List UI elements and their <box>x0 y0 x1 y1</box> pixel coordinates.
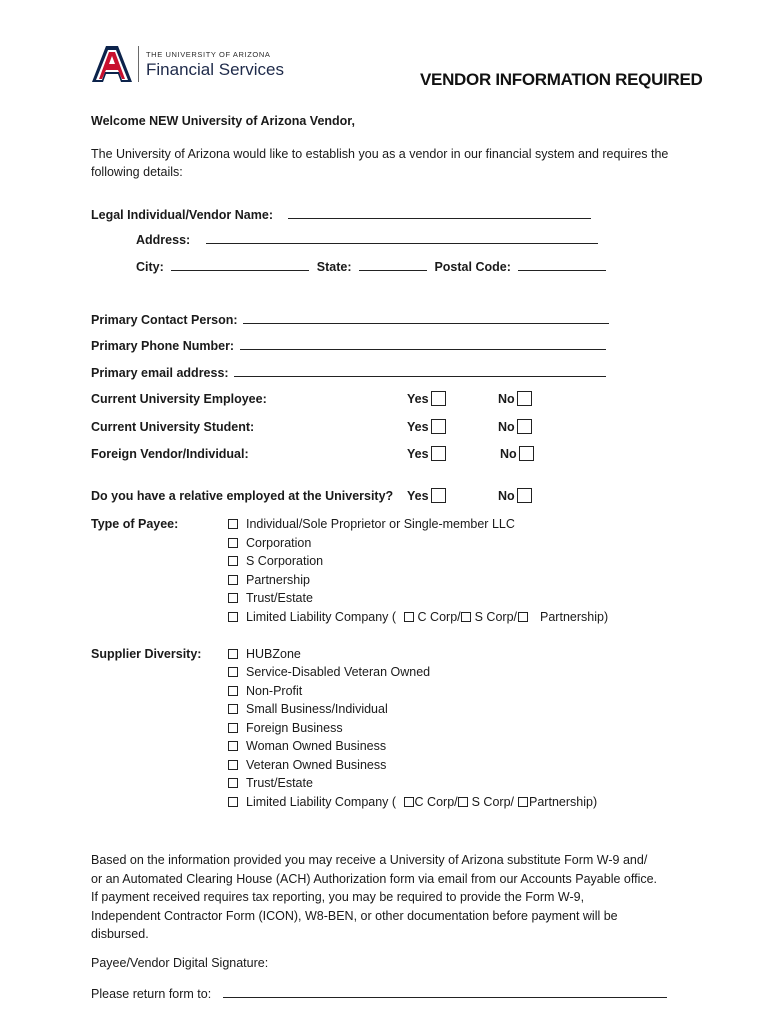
option-label: Small Business/Individual <box>246 702 388 716</box>
checkbox[interactable] <box>228 612 238 622</box>
return-field[interactable] <box>223 986 667 998</box>
closing-line-1: Based on the information provided you may receive a University of Arizona substitute Form W-9 and/ <box>91 853 648 867</box>
intro-line-1: The University of Arizona would like to establish you as a vendor in our financial system and requires the <box>91 147 669 161</box>
student-yes-checkbox[interactable] <box>431 419 446 434</box>
employee-no[interactable] <box>498 391 532 406</box>
primary-contact-field[interactable] <box>243 312 609 324</box>
primary-contact-row <box>91 312 609 327</box>
primary-contact-label: Primary Contact Person: <box>91 313 238 327</box>
checkbox[interactable] <box>228 741 238 751</box>
state-label: State: <box>316 260 352 274</box>
option-label: Woman Owned Business <box>246 739 387 753</box>
yes-label: Yes <box>407 420 429 434</box>
logo-divider <box>138 46 139 82</box>
no-label: No <box>498 392 515 406</box>
option-label: Trust/Estate <box>246 591 313 605</box>
primary-email-label: Primary email address: <box>91 366 229 380</box>
primary-phone-row <box>91 338 606 353</box>
payee-option[interactable] <box>228 517 515 531</box>
llc-c-label: C Corp/ <box>414 795 458 809</box>
student-no-checkbox[interactable] <box>517 419 532 434</box>
llc-s-corp-checkbox[interactable] <box>458 797 468 807</box>
employee-yes[interactable] <box>407 391 446 406</box>
city-field[interactable] <box>171 259 309 271</box>
option-label: Individual/Sole Proprietor or Single-member LLC <box>246 517 515 531</box>
payee-option[interactable] <box>228 573 310 587</box>
student-question: Current University Student: <box>91 420 255 434</box>
relative-no-checkbox[interactable] <box>517 488 532 503</box>
diversity-option-llc[interactable] <box>228 795 597 809</box>
checkbox[interactable] <box>228 797 238 807</box>
checkbox[interactable] <box>228 538 238 548</box>
employee-no-checkbox[interactable] <box>517 391 532 406</box>
checkbox[interactable] <box>228 556 238 566</box>
closing-line-2: or an Automated Clearing House (ACH) Authorization form via email from our Accounts Payable office. <box>91 871 658 886</box>
closing-line-4: Independent Contractor Form (ICON), W8-BEN, or other documentation before payment will be <box>91 908 618 923</box>
address-row <box>136 232 598 247</box>
intro-line-2: following details: <box>91 165 183 179</box>
relative-yes-checkbox[interactable] <box>431 488 446 503</box>
relative-question: Do you have a relative employed at the University? <box>91 489 394 503</box>
payee-option[interactable] <box>228 536 311 550</box>
checkbox[interactable] <box>228 575 238 585</box>
diversity-option[interactable] <box>228 684 302 698</box>
checkbox[interactable] <box>228 667 238 677</box>
payee-option[interactable] <box>228 591 313 605</box>
closing-line-3: If payment received requires tax reporting, you may be required to provide the Form W-9, <box>91 890 585 904</box>
university-a-logo-icon <box>92 46 132 82</box>
checkbox[interactable] <box>228 593 238 603</box>
primary-email-row <box>91 365 606 380</box>
diversity-option[interactable] <box>228 776 313 790</box>
legal-name-label: Legal Individual/Vendor Name: <box>91 208 273 222</box>
signature-label: Payee/Vendor Digital Signature: <box>91 956 269 970</box>
employee-question: Current University Employee: <box>91 392 267 406</box>
payee-option[interactable] <box>228 554 323 568</box>
return-label: Please return form to: <box>91 987 212 1001</box>
greeting: Welcome NEW University of Arizona Vendor, <box>91 114 355 128</box>
llc-s-label: S Corp/ <box>474 610 518 624</box>
option-label: Limited Liability Company ( <box>246 795 397 809</box>
checkbox[interactable] <box>228 519 238 529</box>
address-field[interactable] <box>206 232 598 244</box>
student-yes[interactable] <box>407 419 446 434</box>
llc-c-corp-checkbox[interactable] <box>404 612 414 622</box>
yes-label: Yes <box>407 489 429 503</box>
yes-label: Yes <box>407 392 429 406</box>
checkbox[interactable] <box>228 649 238 659</box>
address-label: Address: <box>136 233 191 247</box>
option-label: Limited Liability Company ( <box>246 610 397 624</box>
checkbox[interactable] <box>228 723 238 733</box>
llc-c-corp-checkbox[interactable] <box>404 797 414 807</box>
diversity-option[interactable] <box>228 758 386 772</box>
option-label: Corporation <box>246 536 312 550</box>
llc-s-corp-checkbox[interactable] <box>461 612 471 622</box>
foreign-yes-checkbox[interactable] <box>431 446 446 461</box>
postal-code-field[interactable] <box>518 259 606 271</box>
option-label: Veteran Owned Business <box>246 758 387 772</box>
foreign-no[interactable] <box>500 446 534 461</box>
payee-option-llc[interactable] <box>228 610 608 624</box>
primary-email-field[interactable] <box>234 365 606 377</box>
option-label: HUBZone <box>246 647 301 661</box>
state-field[interactable] <box>359 259 427 271</box>
llc-partnership-checkbox[interactable] <box>518 612 528 622</box>
legal-name-field[interactable] <box>288 207 591 219</box>
option-label: Service-Disabled Veteran Owned <box>246 665 431 679</box>
option-label: Foreign Business <box>246 721 343 735</box>
employee-yes-checkbox[interactable] <box>431 391 446 406</box>
option-label: S Corporation <box>246 554 324 568</box>
diversity-option[interactable] <box>228 739 386 753</box>
option-label: Trust/Estate <box>246 776 313 790</box>
option-label: Partnership <box>246 573 310 587</box>
checkbox[interactable] <box>228 778 238 788</box>
city-state-postal-row <box>136 259 606 274</box>
llc-s-label: S Corp/ <box>471 795 515 809</box>
option-label: Non-Profit <box>246 684 303 698</box>
diversity-option[interactable] <box>228 665 430 679</box>
llc-p-label: Partnership) <box>540 610 609 624</box>
postal-code-label: Postal Code: <box>434 260 511 274</box>
checkbox[interactable] <box>228 686 238 696</box>
yes-label: Yes <box>407 447 429 461</box>
city-label: City: <box>136 260 164 274</box>
legal-name-row <box>91 207 591 222</box>
supplier-diversity-label: Supplier Diversity: <box>91 647 202 661</box>
closing-paragraph <box>91 851 657 944</box>
relative-no[interactable] <box>498 488 532 503</box>
no-label: No <box>498 420 515 434</box>
foreign-no-checkbox[interactable] <box>519 446 534 461</box>
checkbox[interactable] <box>228 760 238 770</box>
no-label: No <box>500 447 517 461</box>
primary-phone-field[interactable] <box>240 338 606 350</box>
return-row <box>91 986 667 1001</box>
foreign-yes[interactable] <box>407 446 446 461</box>
payee-type-label: Type of Payee: <box>91 517 179 531</box>
diversity-option[interactable] <box>228 702 388 716</box>
foreign-vendor-question: Foreign Vendor/Individual: <box>91 447 249 461</box>
llc-partnership-checkbox[interactable] <box>518 797 528 807</box>
checkbox[interactable] <box>228 704 238 714</box>
diversity-option[interactable] <box>228 647 301 661</box>
diversity-option[interactable] <box>228 721 343 735</box>
document-title: VENDOR INFORMATION REQUIRED <box>420 70 703 89</box>
closing-line-5: disbursed. <box>91 927 149 941</box>
llc-p-label: Partnership) <box>529 795 598 809</box>
university-name: THE UNIVERSITY OF ARIZONA <box>146 50 271 59</box>
department-name: Financial Services <box>146 60 284 79</box>
llc-c-label: C Corp/ <box>417 610 461 624</box>
student-no[interactable] <box>498 419 532 434</box>
no-label: No <box>498 489 515 503</box>
relative-yes[interactable] <box>407 488 446 503</box>
primary-phone-label: Primary Phone Number: <box>91 339 235 353</box>
